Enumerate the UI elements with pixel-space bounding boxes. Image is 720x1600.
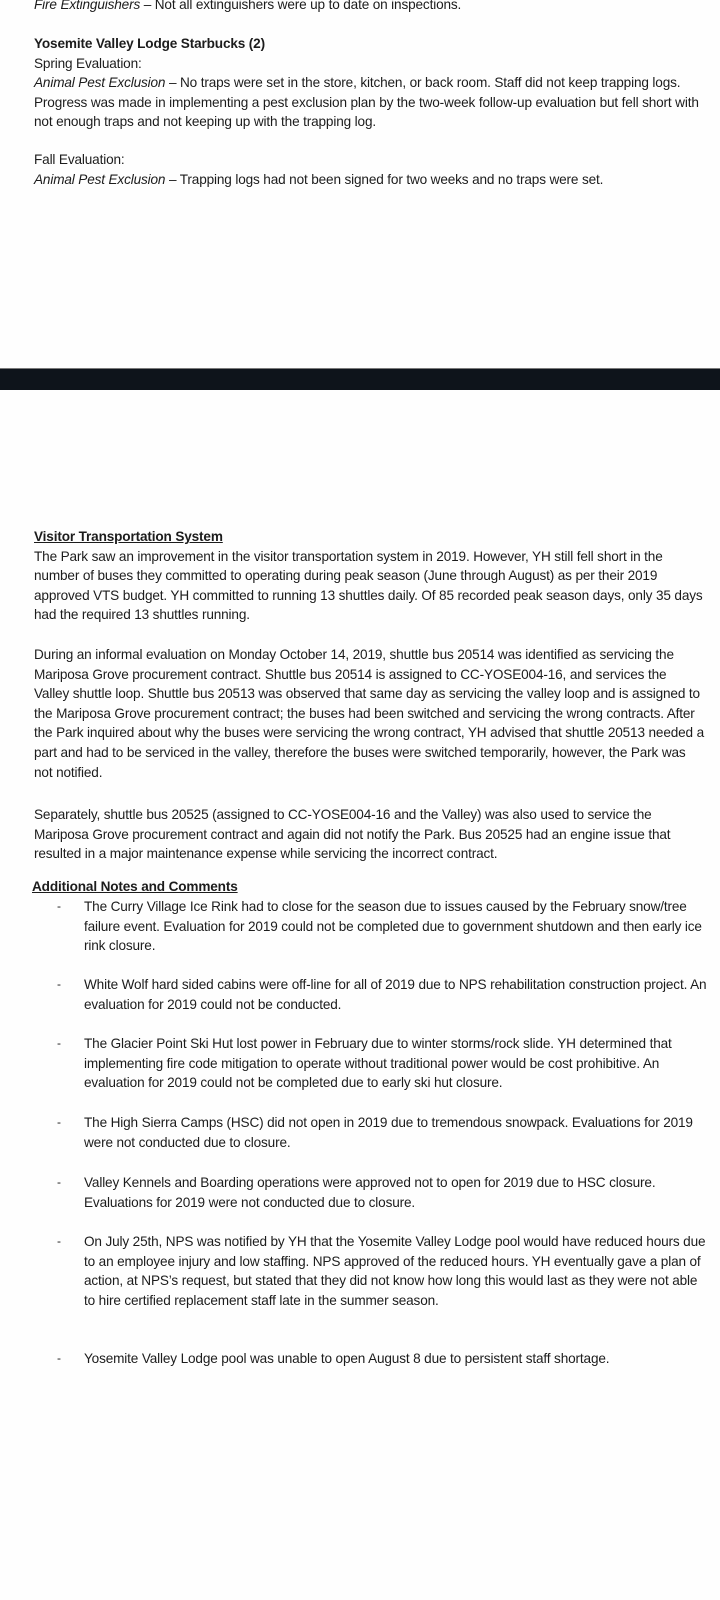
notes-heading-block — [32, 877, 702, 897]
vts-paragraph-3-block — [34, 805, 704, 864]
note-item — [57, 975, 707, 1014]
note-item — [57, 1113, 707, 1152]
bullet-dash: - — [57, 899, 61, 913]
fire-extinguishers-separator: – — [140, 0, 155, 12]
page-break-divider — [0, 368, 720, 390]
vts-section — [34, 527, 704, 625]
fall-item-text: Trapping logs had not been signed for two weeks and no traps were set. — [179, 171, 604, 187]
note-text: The High Sierra Camps (HSC) did not open in 2019 due to tremendous snowpack. Evaluations for 2019 were not conducted due to closure. — [84, 1115, 693, 1150]
bullet-dash: - — [57, 1351, 61, 1365]
fall-evaluation-item — [34, 170, 704, 190]
fire-extinguishers-text: Not all extinguishers were up to date on inspections. — [154, 0, 462, 12]
fall-item-separator: – — [165, 171, 180, 187]
vts-heading: Visitor Transportation System — [34, 529, 223, 544]
notes-heading: Additional Notes and Comments — [32, 879, 238, 894]
document-page-upper — [0, 0, 720, 368]
spring-evaluation-item — [34, 73, 704, 132]
note-text: Valley Kennels and Boarding operations were approved not to open for 2019 due to HSC closure. Evaluations for 2019 were not conducted due to closure. — [84, 1175, 656, 1210]
bullet-dash: - — [57, 1036, 61, 1050]
vts-paragraph-2-block — [34, 645, 704, 782]
note-item — [57, 1034, 707, 1093]
note-item — [57, 1173, 707, 1212]
fall-evaluation-label: Fall Evaluation: — [34, 152, 125, 167]
vts-paragraph-1: The Park saw an improvement in the visitor transportation system in 2019. However, YH still fell short in the number of buses they committed to operating during peak season (June through August) as per their 2019 approved VTS budget. YH committed to running 13 shuttles daily. Of 85 recorded peak season days, only 35 days had the required 13 shuttles running. — [34, 548, 703, 623]
spring-evaluation-label: Spring Evaluation: — [34, 55, 142, 71]
fire-extinguishers-label: Fire Extinguishers — [34, 0, 141, 12]
bullet-dash: - — [57, 1234, 61, 1248]
note-item — [57, 897, 707, 956]
fall-item-label: Animal Pest Exclusion — [34, 171, 166, 187]
starbucks-heading: Yosemite Valley Lodge Starbucks (2) — [34, 36, 265, 51]
note-text: The Curry Village Ice Rink had to close for the season due to issues caused by the February snow/tree failure event. Evaluation for 2019 could not be completed due to government shutdown and then early ice rink closure. — [84, 899, 702, 954]
spring-item-separator: – — [165, 75, 181, 91]
spring-item-text: No traps were set in the store, kitchen, or back room. Staff did not keep trapping logs. Progress was made in implementing a pest exclusion plan by the two-week follow-up evaluation but fell short with not enough traps and not keeping up with the trapping log. — [34, 75, 699, 130]
note-item — [57, 1232, 707, 1310]
note-text: The Glacier Point Ski Hut lost power in February due to winter storms/rock slide. YH determined that implementing fire code mitigation to operate without traditional power would be cost prohibitive. An evaluation for 2019 could not be completed due to early ski hut closure. — [84, 1036, 672, 1091]
note-item — [57, 1349, 707, 1369]
note-text: On July 25th, NPS was notified by YH that the Yosemite Valley Lodge pool would have reduced hours due to an employee injury and low staffing. NPS approved of the reduced hours. YH eventually gave a plan of action, at NPS’s request, but stated that they did not know how long this would last as they were not able to hire certified replacement staff late in the summer season. — [84, 1234, 706, 1308]
fire-extinguishers-line — [34, 0, 704, 15]
vts-paragraph-2: During an informal evaluation on Monday October 14, 2019, shuttle bus 20514 was identified as servicing the Mariposa Grove procurement contract. Shuttle bus 20514 is assigned to CC-YOSE004-16, and services the Valley shuttle loop. Shuttle bus 20513 was observed that same day as servicing the valley loop and is assigned to the Mariposa Grove procurement contract; the buses had been switched and servicing the wrong contracts. After the Park inquired about why the buses were servicing the wrong contract, YH advised that shuttle 20513 needed a part and had to be serviced in the valley, therefore the buses were switched temporarily, however, the Park was not notified. — [34, 647, 705, 780]
bullet-dash: - — [57, 977, 61, 991]
starbucks-section — [34, 34, 704, 132]
note-text: Yosemite Valley Lodge pool was unable to open August 8 due to persistent staff shortage. — [84, 1351, 610, 1366]
bullet-dash: - — [57, 1175, 61, 1189]
vts-paragraph-3: Separately, shuttle bus 20525 (assigned to CC-YOSE004-16 and the Valley) was also used to service the Mariposa Grove procurement contract and again did not notify the Park. Bus 20525 had an engine issue that resulted in a major maintenance expense while servicing the incorrect contract. — [34, 807, 671, 862]
note-text: White Wolf hard sided cabins were off-line for all of 2019 due to NPS rehabilitation construction project. An evaluation for 2019 could not be conducted. — [84, 977, 707, 1012]
fall-evaluation-section — [34, 150, 704, 189]
bullet-dash: - — [57, 1115, 61, 1129]
spring-item-label: Animal Pest Exclusion — [34, 75, 166, 91]
